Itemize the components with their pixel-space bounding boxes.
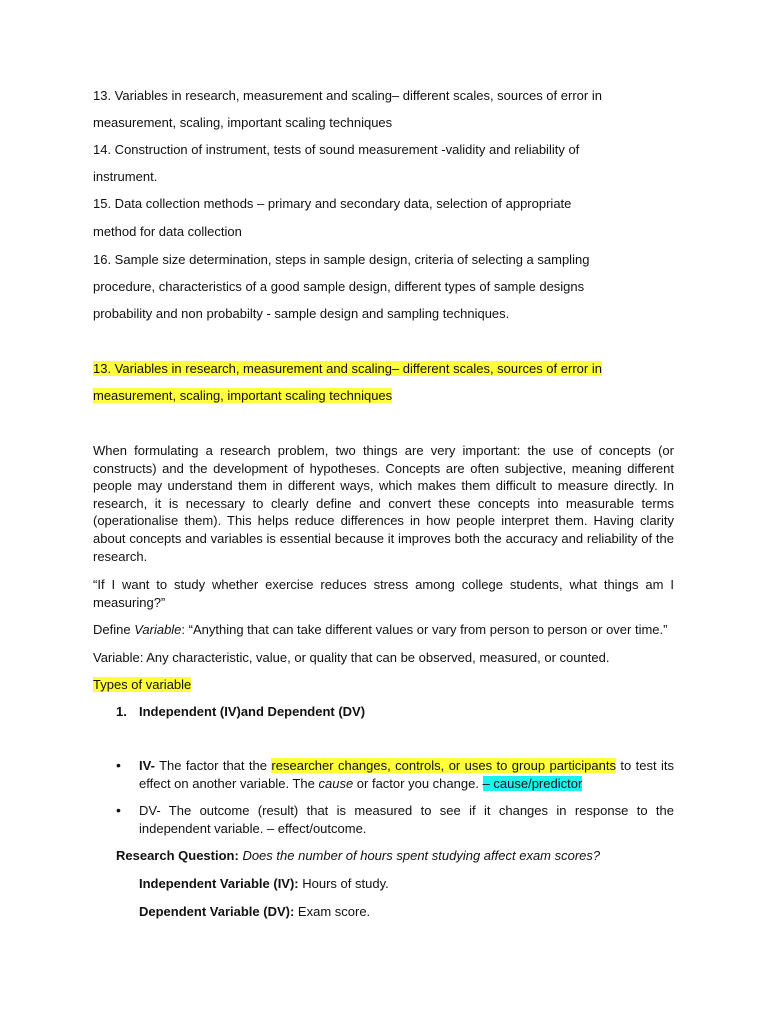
define-rest: : “Anything that can take different values or vary from person to person or over time.” (181, 622, 668, 637)
define-variable (93, 621, 667, 638)
iv-example-text: Hours of study. (298, 876, 389, 891)
variable-definition: Variable: Any characteristic, value, or quality that can be observed, measured, or counted. (93, 650, 610, 665)
bullet-iv-symbol: • (116, 757, 121, 773)
dv-example (139, 903, 370, 920)
section-heading-line2-text: measurement, scaling, important scaling techniques (93, 388, 393, 403)
question-paragraph: “If I want to study whether exercise reduces stress among college students, what things am I measuring?” (93, 577, 674, 610)
bullet-dv-symbol: • (116, 802, 121, 818)
syllabus-item-15-line1: 15. Data collection methods – primary and secondary data, selection of appropriate (93, 196, 572, 211)
section-heading-line1 (93, 360, 602, 377)
types-heading (93, 676, 191, 693)
bullet-iv-part3: or factor you change. (353, 775, 483, 791)
bullet-dv-text: DV- The outcome (result) that is measured to see if it changes in response to the independent variable. – effect/outcome. (139, 803, 674, 836)
syllabus-item-13-line2: measurement, scaling, important scaling techniques (93, 115, 393, 130)
bullet-iv-label: IV- (139, 758, 155, 773)
bullet-iv-part1: The factor that the (154, 758, 272, 773)
define-prefix: Define (93, 622, 135, 637)
bullet-iv-highlight: researcher changes, controls, or uses to group participants (271, 758, 616, 773)
bullet-iv-cyan-highlight: – cause/predictor (482, 775, 583, 791)
iv-example-label: Independent Variable (IV): (139, 876, 299, 891)
research-question (116, 847, 600, 864)
types-heading-text: Types of variable (93, 677, 192, 692)
iv-example (139, 875, 389, 892)
research-question-text: Does the number of hours spent studying affect exam scores? (238, 848, 601, 863)
section-heading-line2 (93, 387, 392, 404)
syllabus-item-13-line1: 13. Variables in research, measurement and scaling– different scales, sources of error in (93, 88, 602, 103)
bullet-iv-text (139, 757, 674, 792)
define-term: Variable (134, 622, 182, 637)
syllabus-item-16-line1: 16. Sample size determination, steps in sample design, criteria of selecting a sampling (93, 252, 590, 267)
research-question-label: Research Question: (116, 848, 239, 863)
syllabus-item-14-line1: 14. Construction of instrument, tests of sound measurement -validity and reliability of (93, 142, 580, 157)
syllabus-item-16-line3: probability and non probabilty - sample design and sampling techniques. (93, 306, 510, 321)
syllabus-item-15-line2: method for data collection (93, 224, 242, 239)
intro-paragraph: When formulating a research problem, two things are very important: the use of concepts (or constructs) and the development of hypotheses. Concepts are often subjective, meaning different people may understand them in different ways, which makes them difficult to measure directly. In research, it is necessary to clearly define and convert these concepts into measurable terms (operationalise them). This helps reduce differences in how people interpret them. Having clarity about concepts and variables is essential because it improves both the accuracy and reliability of the research. (93, 443, 674, 564)
syllabus-item-14-line2: instrument. (93, 169, 158, 184)
syllabus-item-16-line2: procedure, characteristics of a good sample design, different types of sample designs (93, 279, 585, 294)
section-heading-line1-text: 13. Variables in research, measurement and scaling– different scales, sources of error in (93, 361, 602, 376)
list-item-1-text: Independent (IV)and Dependent (DV) (139, 704, 366, 719)
dv-example-label: Dependent Variable (DV): (139, 904, 295, 919)
list-item-1-number: 1. (116, 704, 127, 719)
dv-example-text: Exam score. (294, 904, 371, 919)
bullet-iv-cause: cause (318, 775, 354, 791)
bullet-iv-part2: to test its effect on another variable. The (139, 758, 674, 791)
